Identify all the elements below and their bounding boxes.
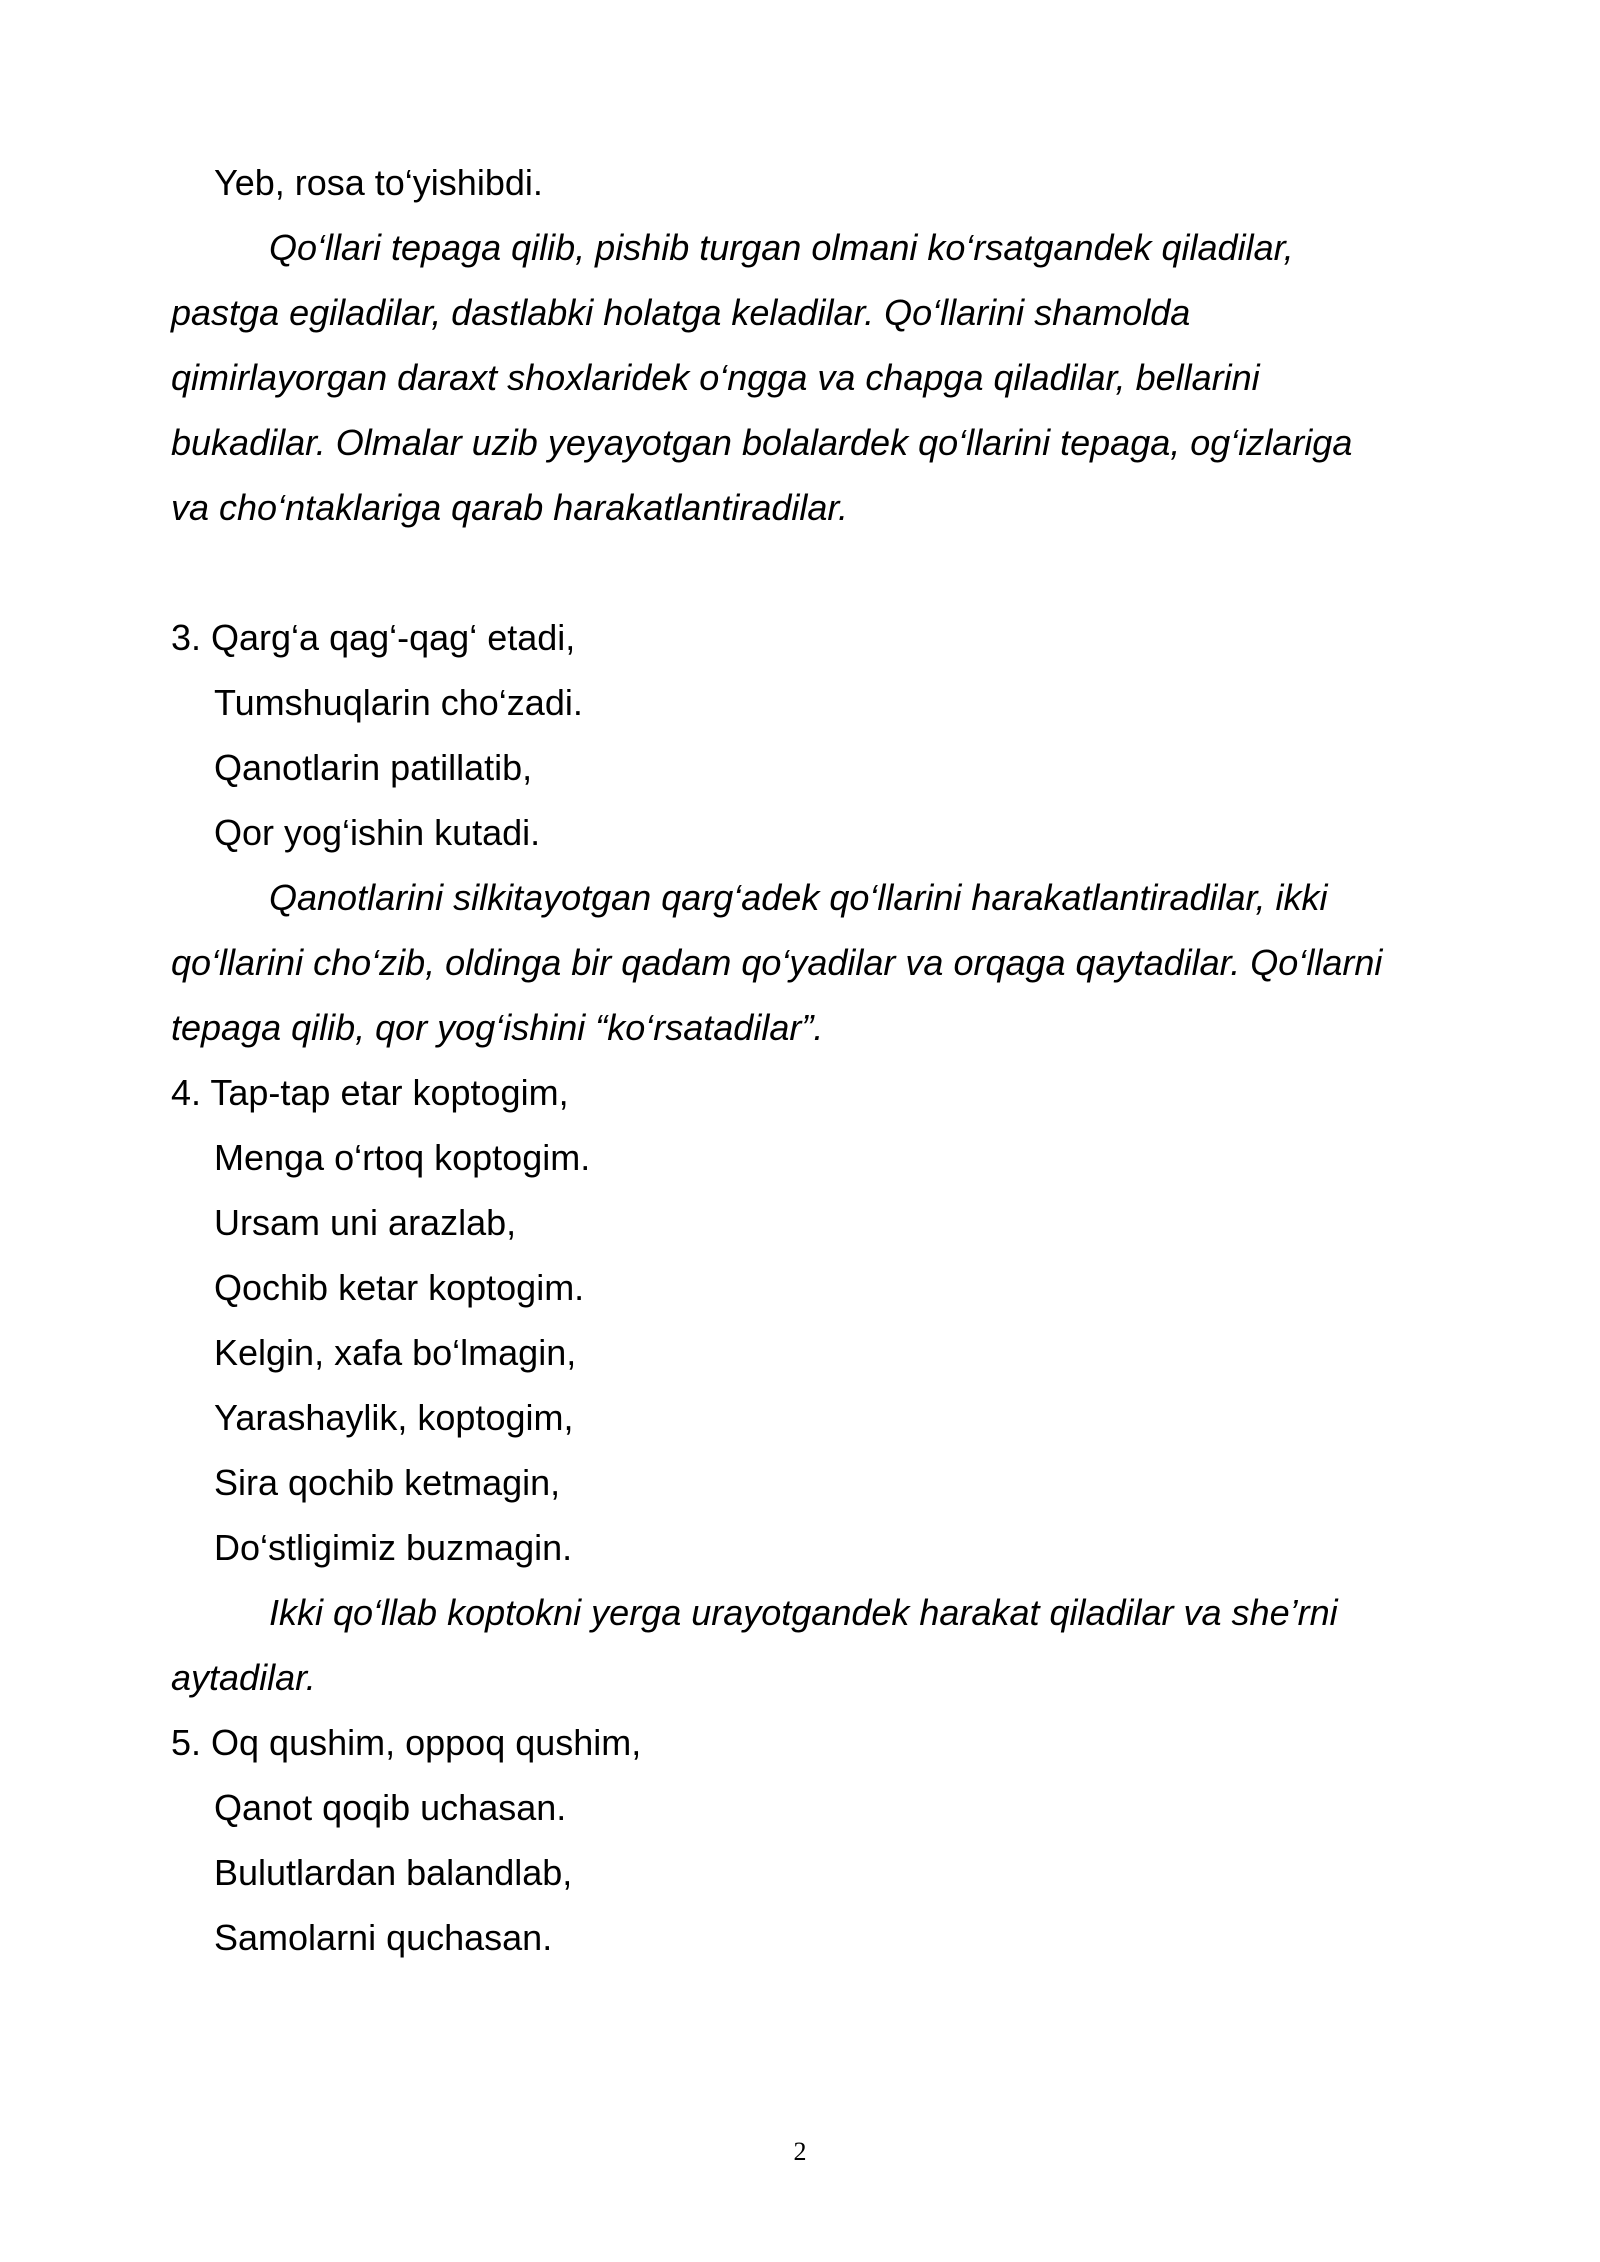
- instruction-line: aytadilar.: [171, 1657, 316, 1698]
- verse-line: Ursam uni arazlab,: [214, 1202, 517, 1243]
- verse-line: Do‘stligimiz buzmagin.: [214, 1527, 573, 1568]
- instruction-line: qimirlayorgan daraxt shoxlaridek o‘ngga va chapga qiladilar, bellarini: [171, 357, 1260, 398]
- verse-line-numbered: 3. Qarg‘a qag‘-qag‘ etadi,: [171, 617, 576, 658]
- verse-line: Yeb, rosa to‘yishibdi.: [214, 162, 543, 203]
- verse-line-numbered: 4. Tap-tap etar koptogim,: [171, 1072, 569, 1113]
- verse-line: Qochib ketar koptogim.: [214, 1267, 585, 1308]
- verse-line: Qanotlarin patillatib,: [214, 747, 533, 788]
- verse-line: Qanot qoqib uchasan.: [214, 1787, 567, 1828]
- verse-line-numbered: 5. Oq qushim, oppoq qushim,: [171, 1722, 642, 1763]
- verse-line: Samolarni quchasan.: [214, 1917, 553, 1958]
- instruction-line: qo‘llarini cho‘zib, oldinga bir qadam qo‘yadilar va orqaga qaytadilar. Qo‘llarni: [171, 942, 1383, 983]
- page-content: [171, 150, 1461, 1970]
- verse-line: Kelgin, xafa bo‘lmagin,: [214, 1332, 577, 1373]
- verse-line: Bulutlardan balandlab,: [214, 1852, 573, 1893]
- verse-line: Sira qochib ketmagin,: [214, 1462, 561, 1503]
- blank-line: [171, 540, 1461, 605]
- page-number: 2: [793, 2137, 807, 2166]
- verse-line: Tumshuqlarin cho‘zadi.: [214, 682, 583, 723]
- instruction-line: Qo‘llari tepaga qilib, pishib turgan olmani ko‘rsatgandek qiladilar,: [269, 227, 1294, 268]
- verse-line: Menga o‘rtoq koptogim.: [214, 1137, 591, 1178]
- instruction-paragraph: [171, 1580, 1461, 1710]
- verse-line: Qor yog‘ishin kutadi.: [214, 812, 541, 853]
- instruction-line: va cho‘ntaklariga qarab harakatlantiradilar.: [171, 487, 849, 528]
- instruction-line: pastga egiladilar, dastlabki holatga keladilar. Qo‘llarini shamolda: [171, 292, 1191, 333]
- instruction-line: tepaga qilib, qor yog‘ishini “ko‘rsatadilar”.: [171, 1007, 824, 1048]
- verse-line: Yarashaylik, koptogim,: [214, 1397, 574, 1438]
- instruction-line: Ikki qo‘llab koptokni yerga urayotgandek harakat qiladilar va she’rni: [269, 1592, 1338, 1633]
- instruction-line: bukadilar. Olmalar uzib yeyayotgan bolalardek qo‘llarini tepaga, og‘izlariga: [171, 422, 1353, 463]
- instruction-paragraph: [171, 215, 1461, 540]
- instruction-paragraph: [171, 865, 1461, 1060]
- instruction-line: Qanotlarini silkitayotgan qarg‘adek qo‘llarini harakatlantiradilar, ikki: [269, 877, 1328, 918]
